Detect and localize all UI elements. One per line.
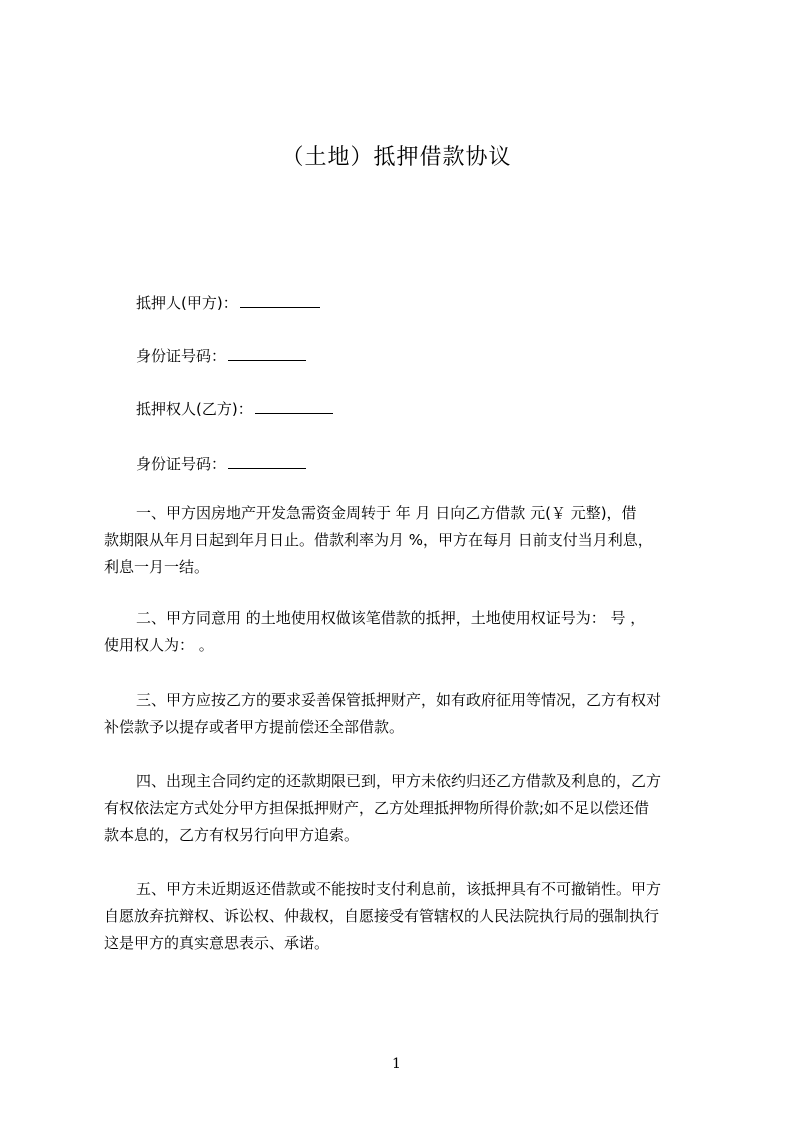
- clause-5: [104, 876, 700, 957]
- mortgagee-label: 抵押权人(乙方)：: [136, 400, 253, 418]
- clause-line: 二、甲方同意用 的土地使用权做该笔借款的抵押，土地使用权证号为： 号 ，: [136, 609, 646, 627]
- clause-line: 使用权人为： 。: [104, 636, 214, 654]
- clause-line: 三、甲方应按乙方的要求妥善保管抵押财产，如有政府征用等情况，乙方有权对: [136, 691, 662, 709]
- mortgagor-id-label: 身份证号码：: [136, 347, 227, 365]
- clause-line: 这是甲方的真实意思表示、承诺。: [104, 934, 330, 952]
- page-number: 1: [392, 1056, 401, 1072]
- clause-line: 一、甲方因房地产开发急需资金周转于 年 月 日向乙方借款 元(￥ 元整)，借: [136, 504, 637, 522]
- document-title: （土地）抵押借款协议: [281, 145, 512, 170]
- mortgagor-label: 抵押人(甲方)：: [136, 294, 238, 312]
- mortgagee-id-label: 身份证号码：: [136, 455, 227, 473]
- mortgagor-blank: [240, 295, 320, 308]
- clause-line: 有权依法定方式处分甲方担保抵押财产，乙方处理抵押物所得价款;如不足以偿还借: [104, 799, 650, 817]
- mortgagor-id-field: [136, 345, 306, 366]
- clause-line: 自愿放弃抗辩权、诉讼权、仲裁权，自愿接受有管辖权的人民法院执行局的强制执行: [104, 907, 660, 925]
- mortgagor-field: [136, 292, 320, 313]
- clause-3: [104, 687, 700, 741]
- mortgagee-field: [136, 398, 333, 419]
- mortgagee-id-field: [136, 453, 306, 474]
- clause-line: 款本息的，乙方有权另行向甲方追索。: [104, 826, 360, 844]
- clause-line: 利息一月一结。: [104, 558, 210, 576]
- mortgagee-blank: [255, 401, 333, 414]
- clause-line: 补偿款予以提存或者甲方提前偿还全部借款。: [104, 718, 405, 736]
- clause-1: [104, 500, 700, 581]
- mortgagor-id-blank: [228, 348, 306, 361]
- clause-line: 五、甲方未近期返还借款或不能按时支付利息前，该抵押具有不可撤销性。甲方: [136, 880, 662, 898]
- clause-2: [104, 605, 700, 659]
- clause-4: [104, 768, 700, 849]
- clause-line: 四、出现主合同约定的还款期限已到，甲方未依约归还乙方借款及利息的，乙方: [136, 772, 662, 790]
- clause-line: 款期限从年月日起到年月日止。借款利率为月 %，甲方在每月 日前支付当月利息，: [104, 531, 653, 549]
- mortgagee-id-blank: [228, 456, 306, 469]
